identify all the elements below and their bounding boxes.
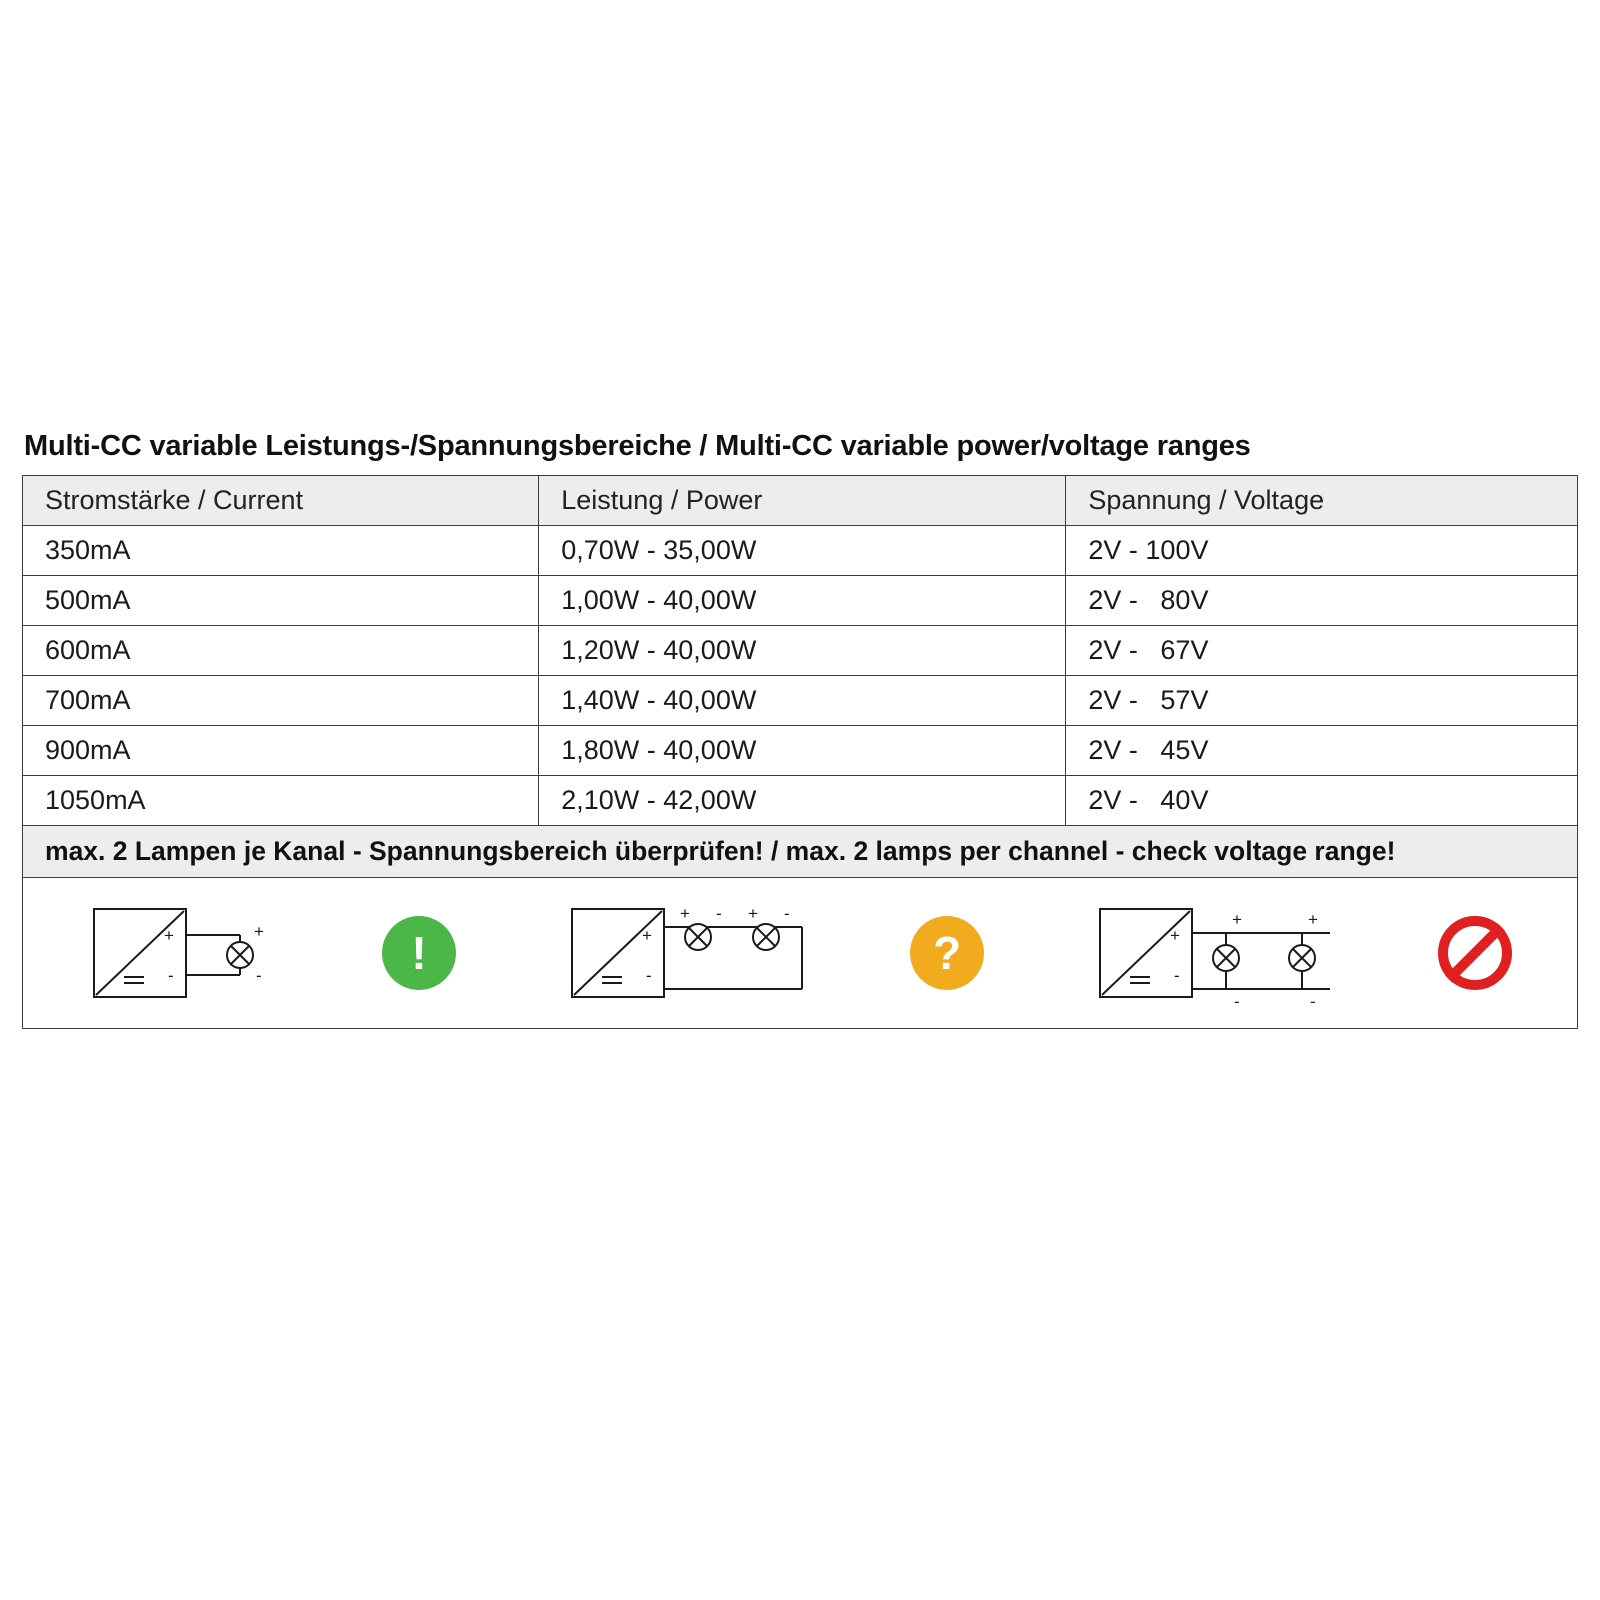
svg-text:+: + <box>680 904 690 924</box>
status-badge-ok: ! <box>382 916 456 990</box>
status-badge-warn: ? <box>910 916 984 990</box>
table-row <box>23 726 1578 776</box>
warning-note: max. 2 Lampen je Kanal - Spannungsbereich überprüfen! / max. 2 lamps per channel - check voltage range! <box>45 836 1396 867</box>
cell-power: 1,20W - 40,00W <box>539 626 1066 676</box>
svg-text:-: - <box>168 966 174 986</box>
column-header-current: Stromstärke / Current <box>23 476 539 526</box>
cell-power: 1,80W - 40,00W <box>539 726 1066 776</box>
svg-text:-: - <box>1174 966 1180 986</box>
cell-voltage: 2V - 100V <box>1066 526 1578 576</box>
wiring-diagrams <box>23 878 1577 1028</box>
column-header-power: Leistung / Power <box>539 476 1066 526</box>
cell-power: 1,00W - 40,00W <box>539 576 1066 626</box>
diagram-two-lamps-series <box>566 893 984 1013</box>
spec-sheet <box>22 430 1578 1029</box>
cell-current: 1050mA <box>23 776 539 826</box>
svg-text:+: + <box>1170 926 1180 946</box>
table-row <box>23 776 1578 826</box>
svg-text:-: - <box>784 904 790 924</box>
diagram-two-lamps-parallel <box>1094 893 1512 1013</box>
cell-power: 2,10W - 42,00W <box>539 776 1066 826</box>
svg-text:+: + <box>748 904 758 924</box>
table-header-row <box>23 476 1578 526</box>
svg-text:+: + <box>164 926 174 946</box>
table-row <box>23 626 1578 676</box>
status-badge-forbidden <box>1438 916 1512 990</box>
svg-text:-: - <box>646 966 652 986</box>
cell-voltage: 2V - 57V <box>1066 676 1578 726</box>
cell-current: 900mA <box>23 726 539 776</box>
column-header-voltage: Spannung / Voltage <box>1066 476 1578 526</box>
svg-text:+: + <box>1308 910 1318 930</box>
note-cell <box>23 826 1578 878</box>
page-title: Multi-CC variable Leistungs-/Spannungsbereiche / Multi-CC variable power/voltage ranges <box>24 430 1251 462</box>
table-row <box>23 576 1578 626</box>
svg-text:-: - <box>716 904 722 924</box>
table-row <box>23 526 1578 576</box>
driver-single-lamp-icon <box>88 893 368 1013</box>
cell-current: 500mA <box>23 576 539 626</box>
svg-text:+: + <box>642 926 652 946</box>
driver-two-lamps-series-icon <box>566 893 896 1013</box>
diagram-cell <box>23 878 1578 1029</box>
cell-power: 0,70W - 35,00W <box>539 526 1066 576</box>
table-row <box>23 676 1578 726</box>
cell-voltage: 2V - 80V <box>1066 576 1578 626</box>
diagram-single-lamp-series <box>88 893 456 1013</box>
cell-voltage: 2V - 45V <box>1066 726 1578 776</box>
table-body <box>23 526 1578 1029</box>
note-row <box>23 826 1578 878</box>
svg-text:-: - <box>1310 992 1316 1012</box>
table-header <box>23 476 1578 526</box>
svg-text:+: + <box>1232 910 1242 930</box>
cell-current: 350mA <box>23 526 539 576</box>
cell-power: 1,40W - 40,00W <box>539 676 1066 726</box>
driver-two-lamps-parallel-icon <box>1094 893 1424 1013</box>
cell-current: 600mA <box>23 626 539 676</box>
svg-text:-: - <box>256 966 262 986</box>
svg-text:-: - <box>1234 992 1240 1012</box>
cell-current: 700mA <box>23 676 539 726</box>
cell-voltage: 2V - 40V <box>1066 776 1578 826</box>
diagram-row <box>23 878 1578 1029</box>
cell-voltage: 2V - 67V <box>1066 626 1578 676</box>
spec-table <box>22 475 1578 1029</box>
svg-text:+: + <box>254 922 264 942</box>
